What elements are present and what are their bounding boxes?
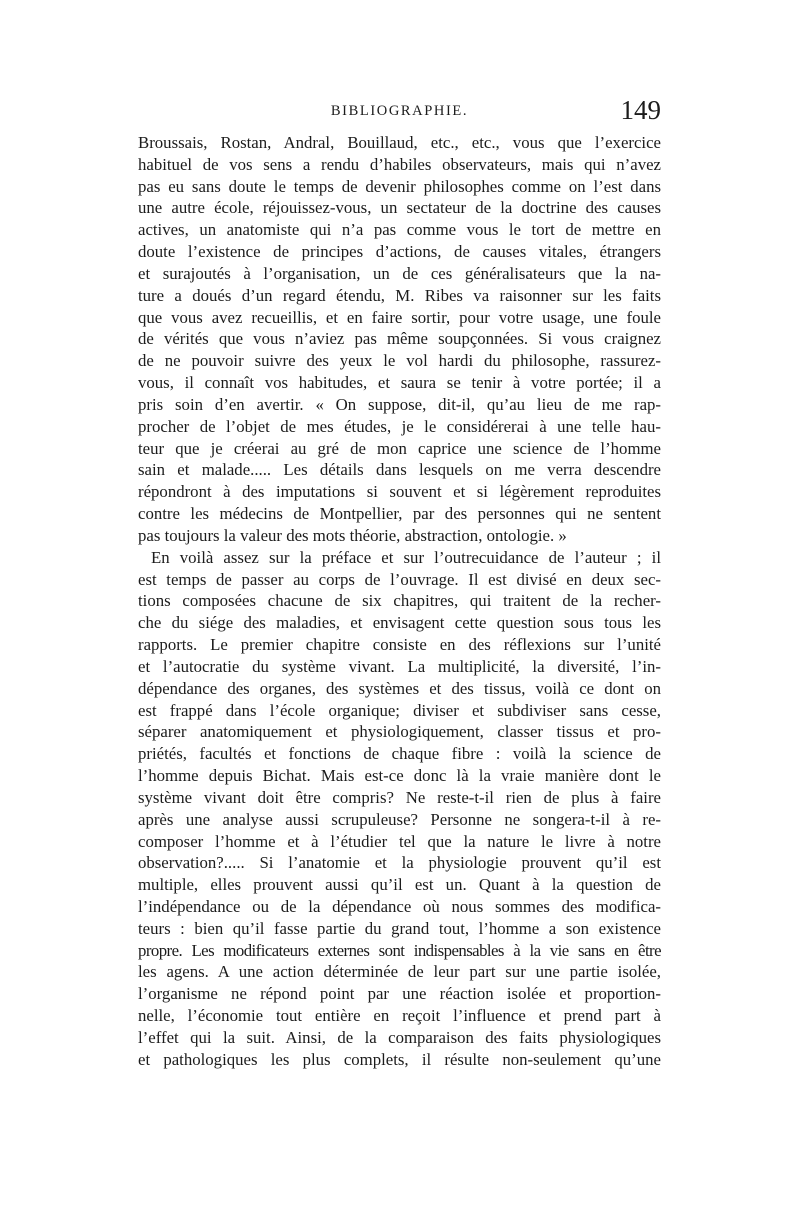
page-header bbox=[138, 95, 661, 129]
text-line: et pathologiques les plus complets, il résulte non-seulement qu’une bbox=[138, 1049, 661, 1069]
text-line: teurs : bien qu’il fasse partie du grand tout, l’homme a son existence bbox=[138, 918, 661, 938]
text-line: répondront à des imputations si souvent et si légèrement reproduites bbox=[138, 482, 661, 502]
paragraph-2 bbox=[138, 547, 661, 1071]
text-line: de ne pouvoir suivre des yeux le vol hardi du philosophe, rassurez- bbox=[138, 351, 661, 371]
text-line: propre. Les modificateurs externes sont indispensables à la vie sans en être bbox=[138, 940, 661, 960]
page-number: 149 bbox=[620, 95, 661, 125]
text-line: priétés, facultés et fonctions de chaque fibre : voilà la science de bbox=[138, 744, 661, 764]
text-line: après une analyse aussi scrupuleuse? Personne ne songera-t-il à re- bbox=[138, 809, 661, 829]
text-line: l’indépendance ou de la dépendance où nous sommes des modifica- bbox=[138, 896, 661, 916]
text-line: pas toujours la valeur des mots théorie, abstraction, ontologie. » bbox=[138, 525, 567, 545]
text-line: est temps de passer au corps de l’ouvrage. Il est divisé en deux sec- bbox=[138, 569, 661, 589]
text-line: multiple, elles prouvent aussi qu’il est un. Quant à la question de bbox=[138, 875, 661, 895]
text-line: pas eu sans doute le temps de devenir philosophes comme on l’est dans bbox=[138, 176, 661, 196]
text-line: les agens. A une action déterminée de leur part sur une partie isolée, bbox=[138, 962, 661, 982]
text-line: che du siége des maladies, et envisagent cette question sous tous les bbox=[138, 613, 661, 633]
text-line: système vivant doit être compris? Ne reste-t-il rien de plus à faire bbox=[138, 787, 661, 807]
text-line: observation?..... Si l’anatomie et la physiologie prouvent qu’il est bbox=[138, 853, 661, 873]
text-line: rapports. Le premier chapitre consiste en des réflexions sur l’unité bbox=[138, 635, 661, 655]
paragraph-1 bbox=[138, 132, 661, 547]
text-line: tions composées chacune de six chapitres, qui traitent de la recher- bbox=[138, 591, 661, 611]
text-line: l’effet qui la suit. Ainsi, de la comparaison des faits physiologiques bbox=[138, 1027, 661, 1047]
text-line: l’homme depuis Bichat. Mais est-ce donc là la vraie manière dont le bbox=[138, 766, 661, 786]
text-line: et l’autocratie du système vivant. La multiplicité, la diversité, l’in- bbox=[138, 656, 661, 676]
text-line: vous, il connaît vos habitudes, et saura se tenir à votre portée; il a bbox=[138, 373, 661, 393]
text-line: l’organisme ne répond point par une réaction isolée et proportion- bbox=[138, 984, 661, 1004]
text-line: En voilà assez sur la préface et sur l’outrecuidance de l’auteur ; il bbox=[151, 547, 661, 567]
text-line: séparer anatomiquement et physiologiquement, classer tissus et pro- bbox=[138, 722, 661, 742]
text-line: teur que je créerai au gré de mon caprice une science de l’homme bbox=[138, 438, 661, 458]
text-line: doute l’existence de principes d’actions, de causes vitales, étrangers bbox=[138, 242, 661, 262]
text-line: que vous avez recueillis, et en faire sortir, pour votre usage, une foule bbox=[138, 307, 661, 327]
text-line: et surajoutés à l’organisation, un de ces généralisateurs que la na- bbox=[138, 263, 661, 283]
text-line: contre les médecins de Montpellier, par des personnes qui ne sentent bbox=[138, 504, 661, 524]
text-line: est frappé dans l’école organique; diviser et subdiviser sans cesse, bbox=[138, 700, 661, 720]
text-line: dépendance des organes, des systèmes et des tissus, voilà ce dont on bbox=[138, 678, 661, 698]
text-line: habituel de vos sens a rendu d’habiles observateurs, mais qui n’avez bbox=[138, 154, 661, 174]
text-line: une autre école, réjouissez-vous, un sectateur de la doctrine des causes bbox=[138, 198, 661, 218]
running-title: BIBLIOGRAPHIE. bbox=[330, 103, 469, 119]
text-line: Broussais, Rostan, Andral, Bouillaud, etc., etc., vous que l’exercice bbox=[138, 133, 661, 152]
text-line: ture a doués d’un regard étendu, M. Ribes va raisonner sur les faits bbox=[138, 285, 661, 305]
text-line: procher de l’objet de mes études, je le considérerai à une telle hau- bbox=[138, 416, 661, 436]
text-line: sain et malade..... Les détails dans lesquels on me verra descendre bbox=[138, 460, 661, 480]
text-line: actives, un anatomiste qui n’a pas comme vous le tort de mettre en bbox=[138, 220, 661, 240]
text-line: pris soin d’en avertir. « On suppose, dit-il, qu’au lieu de me rap- bbox=[138, 394, 661, 414]
body-text bbox=[138, 132, 661, 1071]
text-line: composer l’homme et à l’étudier tel que la nature le livre à notre bbox=[138, 831, 661, 851]
text-line: nelle, l’économie tout entière en reçoit l’influence et prend part à bbox=[138, 1006, 661, 1026]
text-line: de vérités que vous n’aviez pas même soupçonnées. Si vous craignez bbox=[138, 329, 661, 349]
